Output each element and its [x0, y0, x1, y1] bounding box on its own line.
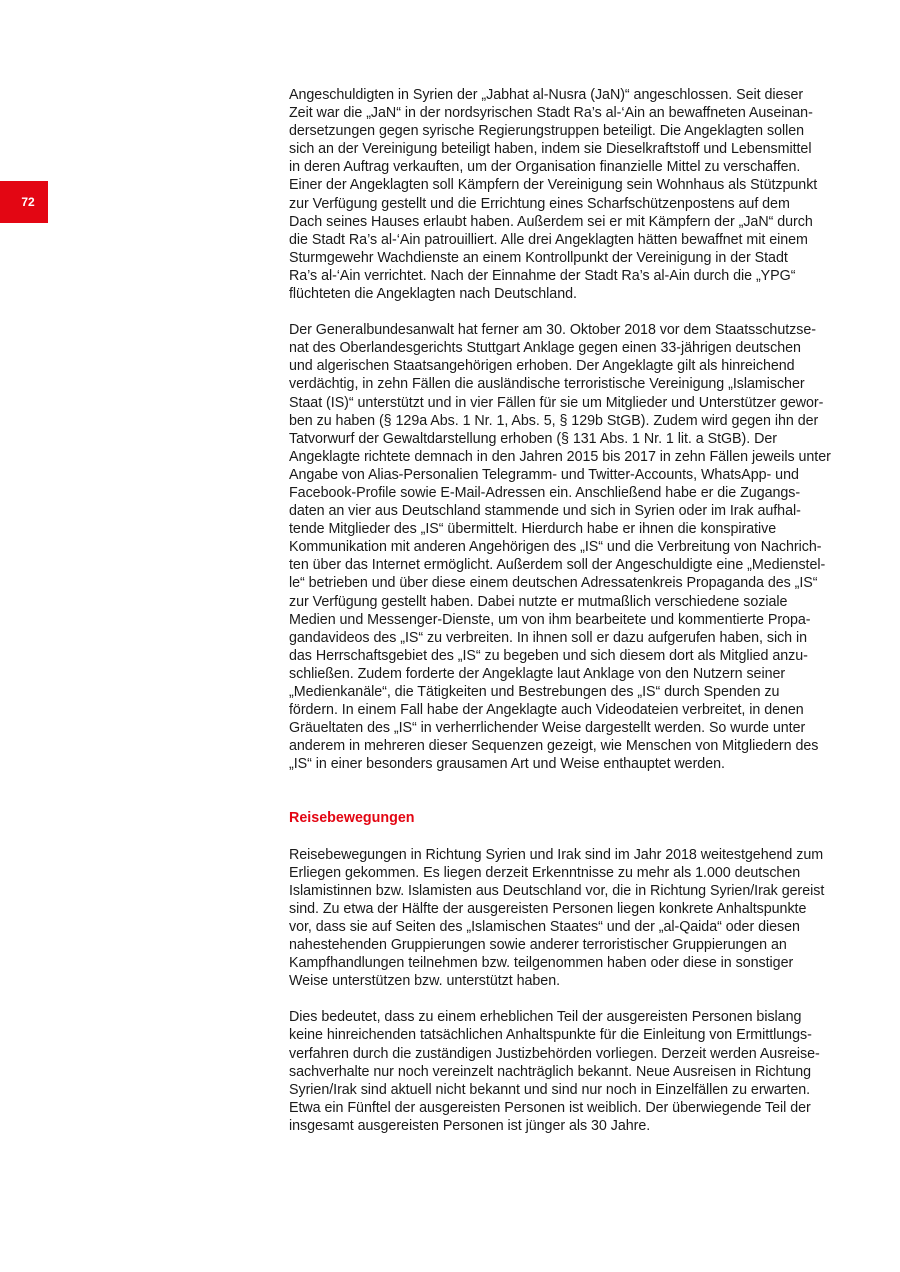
- page-number-tab: [0, 181, 48, 223]
- section-paragraph-2: Dies bedeutet, dass zu einem erheblichen Teil der ausgereisten Personen bislang keine hinreichenden tatsächlichen Anhaltspunkte für die Einleitung von Ermittlungs- verfahren durch die zuständigen Justizbehörden vorliegen. Derzeit werden Ausreise- sachverhalte nur noch vereinzelt nachträglich bekannt. Neue Ausreisen in Richtung Syrien/Irak sind aktuell nicht bekannt und sind nur noch in Einzelfällen zu erwarten. Etwa ein Fünftel der ausgereisten Personen ist weiblich. Der überwiegende Teil der insgesamt ausgereisten Personen ist jünger als 30 Jahre.: [289, 1009, 820, 1134]
- body-paragraph-1: Angeschuldigten in Syrien der „Jabhat al-Nusra (JaN)“ angeschlossen. Seit dieser Zeit war die „JaN“ in der nordsyrischen Stadt Ra’s al-‘Ain an bewaffneten Auseinan- dersetzungen gegen syrische Regierungstruppen beteiligt. Die Angeklagten sollen sich an der Vereinigung beteiligt haben, indem sie Dieselkraftstoff und Lebensmittel in deren Auftrag verkauften, um der Organisation finanzielle Mittel zu verschaffen. Einer der Angeklagten soll Kämpfern der Vereinigung sein Wohnhaus als Stützpunkt zur Verfügung gestellt und die Errichtung eines Scharfschützenpostens auf dem Dach seines Hauses erlaubt haben. Außerdem sei er mit Kämpfern der „JaN“ durch die Stadt Ra’s al-‘Ain patrouilliert. Alle drei Angeklagten hätten bewaffnet mit einem Sturmgewehr Wachdienste an einem Kontrollpunkt der Vereinigung in der Stadt Ra’s al-‘Ain verrichtet. Nach der Einnahme der Stadt Ra’s al-Ain durch die „YPG“ flüchteten die Angeklagten nach Deutschland.: [289, 87, 818, 303]
- main-text-column: [289, 86, 839, 1135]
- page-number: 72: [21, 195, 35, 209]
- section-paragraph-1: Reisebewegungen in Richtung Syrien und Irak sind im Jahr 2018 weitestgehend zum Erliegen gekommen. Es liegen derzeit Erkenntnisse zu mehr als 1.000 deutschen Islamistinnen bzw. Islamisten aus Deutschland vor, die in Richtung Syrien/Irak gereist sind. Zu etwa der Hälfte der ausgereisten Personen liegen konkrete Anhaltspunkte vor, dass sie auf Seiten des „Islamischen Staates“ und der „al-Qaida“ oder diesen nahestehenden Gruppierungen sowie anderer terroristischer Gruppierungen an Kampfhandlungen teilnehmen bzw. teilgenommen haben oder diese in sonstiger Weise unterstützen bzw. unterstützt haben.: [289, 846, 825, 990]
- body-paragraph-2: Der Generalbundesanwalt hat ferner am 30. Oktober 2018 vor dem Staatsschutzse- nat des Oberlandesgerichts Stuttgart Anklage gegen einen 33-jährigen deutschen und algerischen Staatsangehörigen erhoben. Der Angeklagte gilt als hinreichend verdächtig, in zehn Fällen die ausländische terroristische Vereinigung „Islamischer Staat (IS)“ unterstützt und in vier Fällen für sie um Mitglieder und Unterstützer gewor- ben zu haben (§ 129a Abs. 1 Nr. 1, Abs. 5, § 129b StGB). Zudem wird gegen ihn der Tatvorwurf der Gewaltdarstellung erhoben (§ 131 Abs. 1 Nr. 1 lit. a StGB). Der Angeklagte richtete demnach in den Jahren 2015 bis 2017 in zehn Fällen jeweils unter Angabe von Alias-Personalien Telegramm- und Twitter-Accounts, WhatsApp- und Facebook-Profile sowie E-Mail-Adressen ein. Anschließend habe er die Zugangs- daten an vier aus Deutschland stammende und sich in Syrien oder im Irak aufhal- tende Mitglieder des „IS“ übermittelt. Hierdurch habe er ihnen die konspirative Kommunikation mit anderen Angehörigen des „IS“ und die Verbreitung von Nachrich- ten über das Internet ermöglicht. Außerdem soll der Angeschuldigte eine „Medienstel- le“ betrieben und über diese einem deutschen Adressatenkreis Propaganda des „IS“ zur Verfügung gestellt haben. Dabei nutzte er mutmaßlich verschiedene soziale Medien und Messenger-Dienste, um von ihm bearbeitete und kommentierte Propa- gandavideos des „IS“ zu verbreiten. In ihnen soll er dazu aufgerufen haben, sich in das Herrschaftsgebiet des „IS“ zu begeben und sich diesem dort als Mitglied anzu- schließen. Zudem forderte der Angeklagte laut Anklage von den Nutzern seiner „Medienkanäle“, die Tätigkeiten und Bestrebungen des „IS“ durch Spenden zu fördern. In einem Fall habe der Angeklagte auch Videodateien verbreitet, in denen Gräueltaten des „IS“ in verherrlichender Weise dargestellt werden. So wurde unter anderem in mehreren dieser Sequenzen gezeigt, wie Menschen von Mitgliedern des „IS“ in einer besonders grausamen Art und Weise enthauptet werden.: [289, 322, 831, 773]
- section-heading-reisebewegungen: Reisebewegungen: [289, 810, 415, 827]
